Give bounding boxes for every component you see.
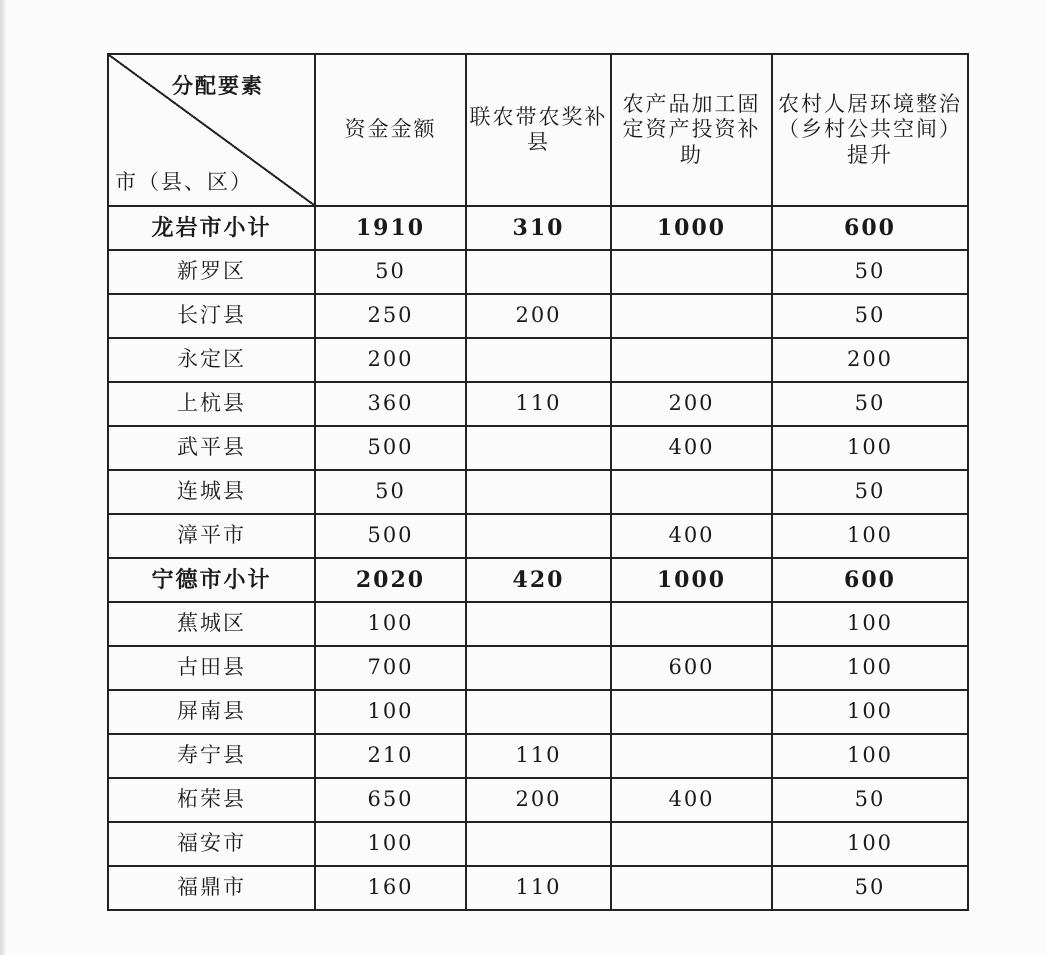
environment-cell: 100 <box>772 822 968 866</box>
region-name-cell: 新罗区 <box>108 250 315 294</box>
fund-allocation-table <box>107 53 969 911</box>
column-header-reward-county: 联农带农奖补县 <box>466 54 611 206</box>
processing-subsidy-cell: 400 <box>611 426 772 470</box>
processing-subsidy-cell <box>611 250 772 294</box>
table-body <box>108 206 968 910</box>
reward-county-cell: 420 <box>466 558 611 602</box>
subtotal-row <box>108 558 968 602</box>
total-amount-cell: 100 <box>315 602 466 646</box>
region-name-cell: 福鼎市 <box>108 866 315 910</box>
environment-cell: 100 <box>772 690 968 734</box>
environment-cell: 600 <box>772 558 968 602</box>
environment-cell: 50 <box>772 470 968 514</box>
processing-subsidy-cell: 600 <box>611 646 772 690</box>
total-amount-cell: 650 <box>315 778 466 822</box>
column-header-processing-subsidy: 农产品加工固定资产投资补助 <box>611 54 772 206</box>
total-amount-cell: 210 <box>315 734 466 778</box>
environment-cell: 100 <box>772 734 968 778</box>
table-row <box>108 734 968 778</box>
table-row <box>108 866 968 910</box>
processing-subsidy-cell: 1000 <box>611 206 772 250</box>
table-row <box>108 294 968 338</box>
total-amount-cell: 500 <box>315 426 466 470</box>
environment-cell: 600 <box>772 206 968 250</box>
processing-subsidy-cell <box>611 734 772 778</box>
total-amount-cell: 700 <box>315 646 466 690</box>
region-name-cell: 龙岩市小计 <box>108 206 315 250</box>
reward-county-cell <box>466 426 611 470</box>
total-amount-cell: 50 <box>315 250 466 294</box>
reward-county-cell: 200 <box>466 778 611 822</box>
table-row <box>108 470 968 514</box>
table-row <box>108 778 968 822</box>
diagonal-corner-header <box>108 54 315 206</box>
processing-subsidy-cell <box>611 470 772 514</box>
total-amount-cell: 1910 <box>315 206 466 250</box>
region-name-cell: 上杭县 <box>108 382 315 426</box>
environment-cell: 50 <box>772 250 968 294</box>
reward-county-cell <box>466 822 611 866</box>
table-row <box>108 646 968 690</box>
processing-subsidy-cell <box>611 338 772 382</box>
total-amount-cell: 50 <box>315 470 466 514</box>
environment-cell: 50 <box>772 778 968 822</box>
region-name-cell: 永定区 <box>108 338 315 382</box>
table-row <box>108 602 968 646</box>
reward-county-cell: 310 <box>466 206 611 250</box>
table-row <box>108 250 968 294</box>
table-row <box>108 822 968 866</box>
environment-cell: 200 <box>772 338 968 382</box>
total-amount-cell: 250 <box>315 294 466 338</box>
reward-county-cell: 200 <box>466 294 611 338</box>
region-name-cell: 宁德市小计 <box>108 558 315 602</box>
reward-county-cell <box>466 602 611 646</box>
environment-cell: 100 <box>772 426 968 470</box>
corner-label-allocation-factor: 分配要素 <box>172 73 264 98</box>
environment-cell: 100 <box>772 646 968 690</box>
region-name-cell: 蕉城区 <box>108 602 315 646</box>
page-edge-shadow <box>0 0 6 955</box>
total-amount-cell: 500 <box>315 514 466 558</box>
total-amount-cell: 100 <box>315 822 466 866</box>
total-amount-cell: 2020 <box>315 558 466 602</box>
reward-county-cell: 110 <box>466 382 611 426</box>
processing-subsidy-cell <box>611 294 772 338</box>
region-name-cell: 屏南县 <box>108 690 315 734</box>
reward-county-cell <box>466 470 611 514</box>
processing-subsidy-cell <box>611 866 772 910</box>
environment-cell: 50 <box>772 382 968 426</box>
environment-cell: 100 <box>772 602 968 646</box>
processing-subsidy-cell <box>611 602 772 646</box>
region-name-cell: 古田县 <box>108 646 315 690</box>
reward-county-cell <box>466 514 611 558</box>
region-name-cell: 福安市 <box>108 822 315 866</box>
table-row <box>108 690 968 734</box>
subtotal-row <box>108 206 968 250</box>
processing-subsidy-cell <box>611 690 772 734</box>
region-name-cell: 武平县 <box>108 426 315 470</box>
region-name-cell: 漳平市 <box>108 514 315 558</box>
processing-subsidy-cell: 400 <box>611 778 772 822</box>
processing-subsidy-cell: 1000 <box>611 558 772 602</box>
environment-cell: 50 <box>772 294 968 338</box>
table-row <box>108 426 968 470</box>
reward-county-cell <box>466 646 611 690</box>
total-amount-cell: 160 <box>315 866 466 910</box>
reward-county-cell <box>466 690 611 734</box>
region-name-cell: 寿宁县 <box>108 734 315 778</box>
column-header-environment: 农村人居环境整治（乡村公共空间）提升 <box>772 54 968 206</box>
processing-subsidy-cell: 400 <box>611 514 772 558</box>
environment-cell: 100 <box>772 514 968 558</box>
processing-subsidy-cell <box>611 822 772 866</box>
header-row <box>108 54 968 206</box>
region-name-cell: 长汀县 <box>108 294 315 338</box>
reward-county-cell: 110 <box>466 734 611 778</box>
table-row <box>108 514 968 558</box>
region-name-cell: 柘荣县 <box>108 778 315 822</box>
total-amount-cell: 360 <box>315 382 466 426</box>
environment-cell: 50 <box>772 866 968 910</box>
corner-label-region: 市（县、区） <box>115 169 253 194</box>
total-amount-cell: 200 <box>315 338 466 382</box>
table-row <box>108 382 968 426</box>
processing-subsidy-cell: 200 <box>611 382 772 426</box>
table-row <box>108 338 968 382</box>
column-header-total: 资金金额 <box>315 54 466 206</box>
reward-county-cell <box>466 250 611 294</box>
reward-county-cell: 110 <box>466 866 611 910</box>
reward-county-cell <box>466 338 611 382</box>
total-amount-cell: 100 <box>315 690 466 734</box>
region-name-cell: 连城县 <box>108 470 315 514</box>
